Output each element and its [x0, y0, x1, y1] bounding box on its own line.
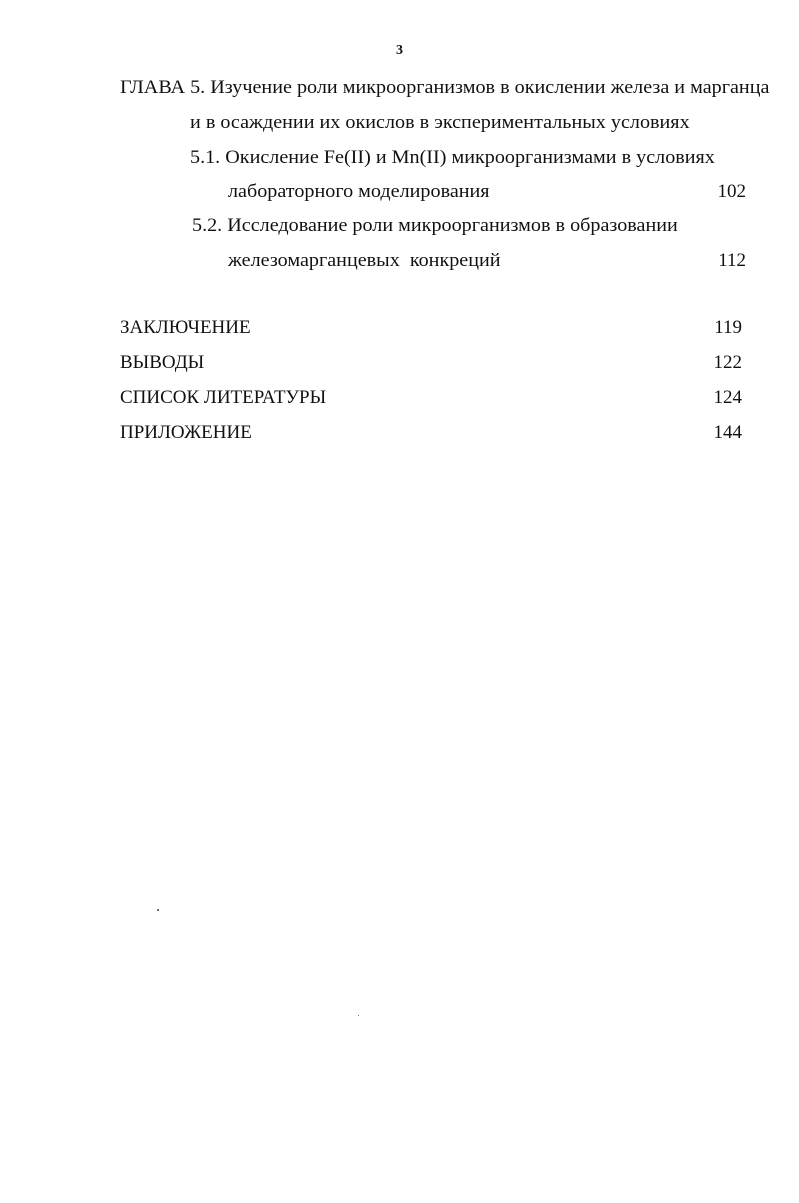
chapter-title-line2: и в осаждении их окислов в экспериментальных условиях [190, 112, 690, 133]
section-5-1-line1: 5.1. Окисление Fe(II) и Mn(II) микроорганизмами в условиях [190, 147, 715, 168]
toc-entry-findings-page: 122 [713, 352, 742, 373]
toc-entry-references-page: 124 [713, 387, 742, 408]
section-5-2-page: 112 [718, 250, 746, 271]
section-5-1-line2: лабораторного моделирования [228, 181, 490, 202]
scan-speck [157, 909, 159, 911]
scan-speck [358, 1015, 359, 1016]
section-5-2-line1: 5.2. Исследование роли микроорганизмов в образовании [192, 215, 678, 236]
section-5-2-line2: железомарганцевых конкреций [228, 250, 501, 271]
page-number: 3 [396, 43, 403, 58]
toc-entry-appendix: ПРИЛОЖЕНИЕ [120, 422, 252, 443]
toc-entry-conclusion-page: 119 [714, 317, 742, 338]
toc-entry-references: СПИСОК ЛИТЕРАТУРЫ [120, 387, 327, 408]
toc-entry-appendix-page: 144 [713, 422, 742, 443]
toc-entry-findings: ВЫВОДЫ [120, 352, 205, 373]
toc-entry-conclusion: ЗАКЛЮЧЕНИЕ [120, 317, 251, 338]
section-5-1-page: 102 [717, 181, 746, 202]
chapter-title-line1: ГЛАВА 5. Изучение роли микроорганизмов в окислении железа и марганца [120, 77, 770, 98]
